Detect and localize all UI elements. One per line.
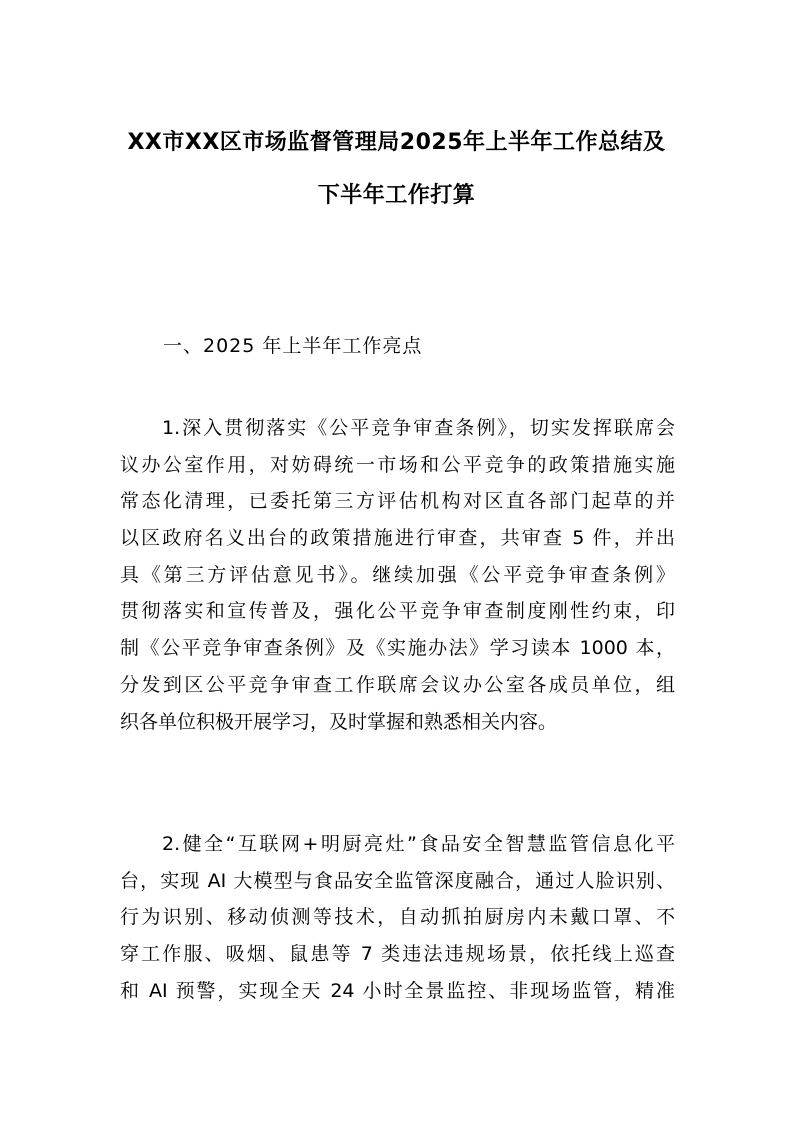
- paragraph-line: 和 AI 预警，实现全天 24 小时全景监控、非现场监管，精准: [120, 979, 675, 1002]
- paragraph-line: 以区政府名义出台的政策措施进行审查，共审查 5 件，并出: [120, 527, 675, 550]
- paragraph-2: [120, 830, 675, 1013]
- paragraph-line: 行为识别、移动侦测等技术，自动抓拍厨房内未戴口罩、不: [120, 906, 675, 929]
- paragraph-line: 具《第三方评估意见书》。继续加强《公平竞争审查条例》: [120, 563, 675, 586]
- section-heading: 一、2025 年上半年工作亮点: [163, 335, 423, 357]
- paragraph-line: 台，实现 AI 大模型与食品安全监管深度融合，通过人脸识别、: [120, 869, 675, 892]
- paragraph-line: 贯彻落实和宣传普及，强化公平竞争审查制度刚性约束，印: [120, 600, 675, 623]
- paragraph-line: 制《公平竞争审查条例》及《实施办法》学习读本 1000 本，: [120, 637, 675, 660]
- paragraph-line: 穿工作服、吸烟、鼠患等 7 类违法违规场景，依托线上巡查: [120, 943, 675, 966]
- paragraph-line: 议办公室作用，对妨碍统一市场和公平竞争的政策措施实施: [120, 453, 675, 476]
- paragraph-line: 织各单位积极开展学习，及时掌握和熟悉相关内容。: [120, 710, 558, 733]
- paragraph-line: 1.深入贯彻落实《公平竞争审查条例》，切实发挥联席会: [162, 417, 675, 439]
- paragraph-1: [120, 414, 675, 744]
- paragraph-line: 2.健全“互联网+明厨亮灶”食品安全智慧监管信息化平: [162, 833, 675, 855]
- document-title-line-2: 下半年工作打算: [317, 183, 476, 208]
- paragraph-line: 分发到区公平竞争审查工作联席会议办公室各成员单位，组: [120, 673, 675, 696]
- paragraph-line: 常态化清理，已委托第三方评估机构对区直各部门起草的并: [120, 490, 675, 513]
- document-title-line-1: XX市XX区市场监督管理局2025年上半年工作总结及: [127, 130, 666, 155]
